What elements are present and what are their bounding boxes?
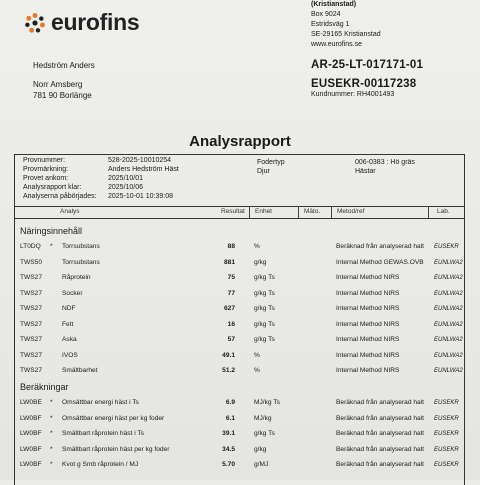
info-label: Provnummer: [23,157,66,164]
result-unit: MJ/kg Ts [254,399,280,406]
table-row [15,288,464,300]
analysis-name: Omsättbar energi häst per kg foder [62,414,165,422]
result-unit: % [254,351,260,359]
analysis-code: TWS27 [20,305,42,312]
analysis-name: NDF [62,305,76,312]
analysis-code: TWS27 [20,367,42,374]
result-value: 16 [227,320,235,328]
result-unit: % [254,367,260,374]
table-row [15,350,464,362]
result-unit: g/kg Ts [254,274,275,281]
client-street: Norr Amsberg [33,80,83,89]
lab-code: EUNLWA2 [434,275,463,281]
method-ref: Internal Method NIRS [336,289,400,297]
info-value: 2025/10/01 [108,175,144,182]
info-value: Hästar [355,168,376,175]
result-value: 49.1 [222,351,235,359]
results-table [14,154,465,485]
lab-code: EUNLWA2 [434,352,463,359]
table-row [15,241,464,253]
col-enhet: Enhet [255,208,272,215]
report-id: AR-25-LT-017171-01 [311,59,424,71]
table-row [15,413,464,425]
info-value: Anders Hedström Häst [108,166,179,173]
result-unit: g/kg [254,258,267,266]
lab-address [311,0,381,50]
lab-code: EUNLWA2 [434,337,463,343]
client-name: Hedström Anders [33,61,95,70]
analysis-name: Torrsubstans [62,258,100,266]
result-unit: g/kg Ts [254,336,275,343]
table-row [15,459,464,471]
method-ref: Beräknad från analyserad halt [336,399,424,406]
analysis-code: TWS27 [20,320,42,328]
result-value: 39.1 [222,430,235,437]
analysis-name: Smältbart råprotein häst i Ts [62,430,144,437]
result-value: 57 [227,336,235,343]
method-ref: Internal Method GEWAS.OVB [336,258,424,266]
lab-code: EUNLWA2 [434,321,463,328]
accreditation-mark: * [50,243,53,250]
analysis-code: TWS27 [20,336,42,343]
table-row [15,428,464,440]
table-row [15,334,464,346]
result-value: 6.9 [225,399,235,406]
accreditation-mark: * [50,414,53,422]
method-ref: Internal Method NIRS [336,351,400,359]
lab-code: EUSEKR [434,415,459,422]
table-row [15,365,464,377]
col-mato: Mäto. [304,208,321,215]
method-ref: Beräknad från analyserad halt [336,430,424,437]
analysis-code: LW0BF [20,461,42,468]
result-value: 627 [223,305,235,312]
analysis-name: Råprotein [62,274,91,281]
client-address [33,60,95,101]
lab-code: EUSEKR [434,431,459,437]
lab-code: EUNLWA2 [434,290,463,297]
section-title: Näringsinnehåll [20,226,83,236]
eurofins-dots-icon [24,12,46,34]
analysis-code: LT0DQ [20,243,41,250]
result-unit: g/kg Ts [254,305,275,312]
col-resultat: Resultat [221,208,245,215]
lab-code: EUSEKR [434,446,459,453]
analysis-code: TWS27 [20,274,42,281]
lab-address-line: Box 9024 [311,11,341,18]
analysis-name: Omsättbar energi häst i Ts [62,399,139,406]
method-ref: Beräknad från analyserad halt [336,414,424,422]
result-value: 75 [227,274,235,281]
lab-address-line: (Kristianstad) [311,1,357,8]
info-label: Provet ankom: [23,175,69,182]
analysis-code: TWS27 [20,351,42,359]
analysis-code: LW0BF [20,414,42,422]
accreditation-mark: * [50,430,53,437]
table-row [15,303,464,315]
lab-address-line: www.eurofins.se [311,41,362,48]
info-value: 006-0383 : Hö gräs [355,159,415,166]
analysis-name: Smältbarhet [62,367,98,374]
table-row [15,272,464,284]
info-label: Analyserna påbörjades: [23,193,97,200]
lab-code: EUNLWA2 [434,259,463,266]
result-unit: MJ/kg [254,414,272,422]
eurofins-logo [24,9,139,36]
result-unit: % [254,243,260,250]
analysis-code: LW0BF [20,445,42,453]
section-title: Beräkningar [20,382,69,392]
accreditation-mark: * [50,445,53,453]
report-references [311,58,423,100]
customer-number: Kundnummer: RH4001493 [311,91,395,98]
result-unit: g/kg Ts [254,289,275,297]
analysis-name: Aska [62,336,77,343]
lab-code: EUNLWA2 [434,368,463,374]
accreditation-mark: * [50,461,53,468]
info-label: Fodertyp [257,159,285,166]
result-unit: g/MJ [254,461,269,468]
result-unit: g/kg Ts [254,430,275,437]
method-ref: Beräknad från analyserad halt [336,243,424,250]
analysis-code: TWS27 [20,289,42,297]
method-ref: Internal Method NIRS [336,336,400,343]
result-value: 6.1 [225,414,235,422]
analysis-name: Torrsubstans [62,243,100,250]
info-value: 528-2025-10010254 [108,157,172,164]
brand-name: eurofins [51,9,140,35]
accreditation-mark: * [50,399,53,406]
lab-code: EUSEKR [434,244,459,250]
analysis-code: LW0BF [20,430,42,437]
table-row [15,257,464,269]
page-title: Analysrapport [189,133,291,150]
lab-code: EUNLWA2 [434,306,463,312]
info-label: Analysrapport klar: [23,184,82,191]
result-value: 77 [227,289,235,297]
result-value: 51.2 [222,367,235,374]
lab-address-line: Estridsväg 1 [311,21,350,28]
method-ref: Internal Method NIRS [336,305,400,312]
info-label: Djur [257,168,270,175]
method-ref: Beräknad från analyserad halt [336,461,424,468]
analysis-name: Socker [62,289,83,297]
analysis-name: Fett [62,320,74,328]
method-ref: Internal Method NIRS [336,274,400,281]
analysis-name: Kvot g Smb råprotein / MJ [62,461,139,468]
info-value: 2025/10/06 [108,184,144,191]
col-analys: Analys [60,208,80,215]
sample-info [15,155,464,207]
table-row [15,397,464,409]
result-value: 5.70 [222,461,235,468]
lab-address-line: SE-29165 Kristianstad [311,31,381,38]
result-unit: g/kg Ts [254,320,275,328]
order-id: EUSEKR-00117238 [311,78,417,90]
result-value: 881 [223,258,235,266]
analysis-code: TWS50 [20,258,42,266]
table-row [15,444,464,456]
col-lab: Lab. [437,208,450,215]
method-ref: Internal Method NIRS [336,320,400,328]
client-city: 781 90 Borlänge [33,91,92,100]
lab-code: EUSEKR [434,400,459,406]
analysis-name: IVOS [62,351,78,359]
table-row [15,319,464,331]
result-value: 34.5 [222,445,235,453]
method-ref: Beräknad från analyserad halt [336,445,424,453]
analysis-code: LW0BE [20,399,42,406]
col-metod: Metod/ref [337,208,365,215]
info-value: 2025-10-01 10:39:08 [108,193,173,200]
table-header [15,206,464,219]
lab-code: EUSEKR [434,462,459,468]
result-unit: g/kg [254,445,267,453]
result-value: 88 [227,243,235,250]
info-label: Provmärkning: [23,166,69,173]
method-ref: Internal Method NIRS [336,367,400,374]
analysis-name: Smältbart råprotein häst per kg foder [62,445,170,453]
